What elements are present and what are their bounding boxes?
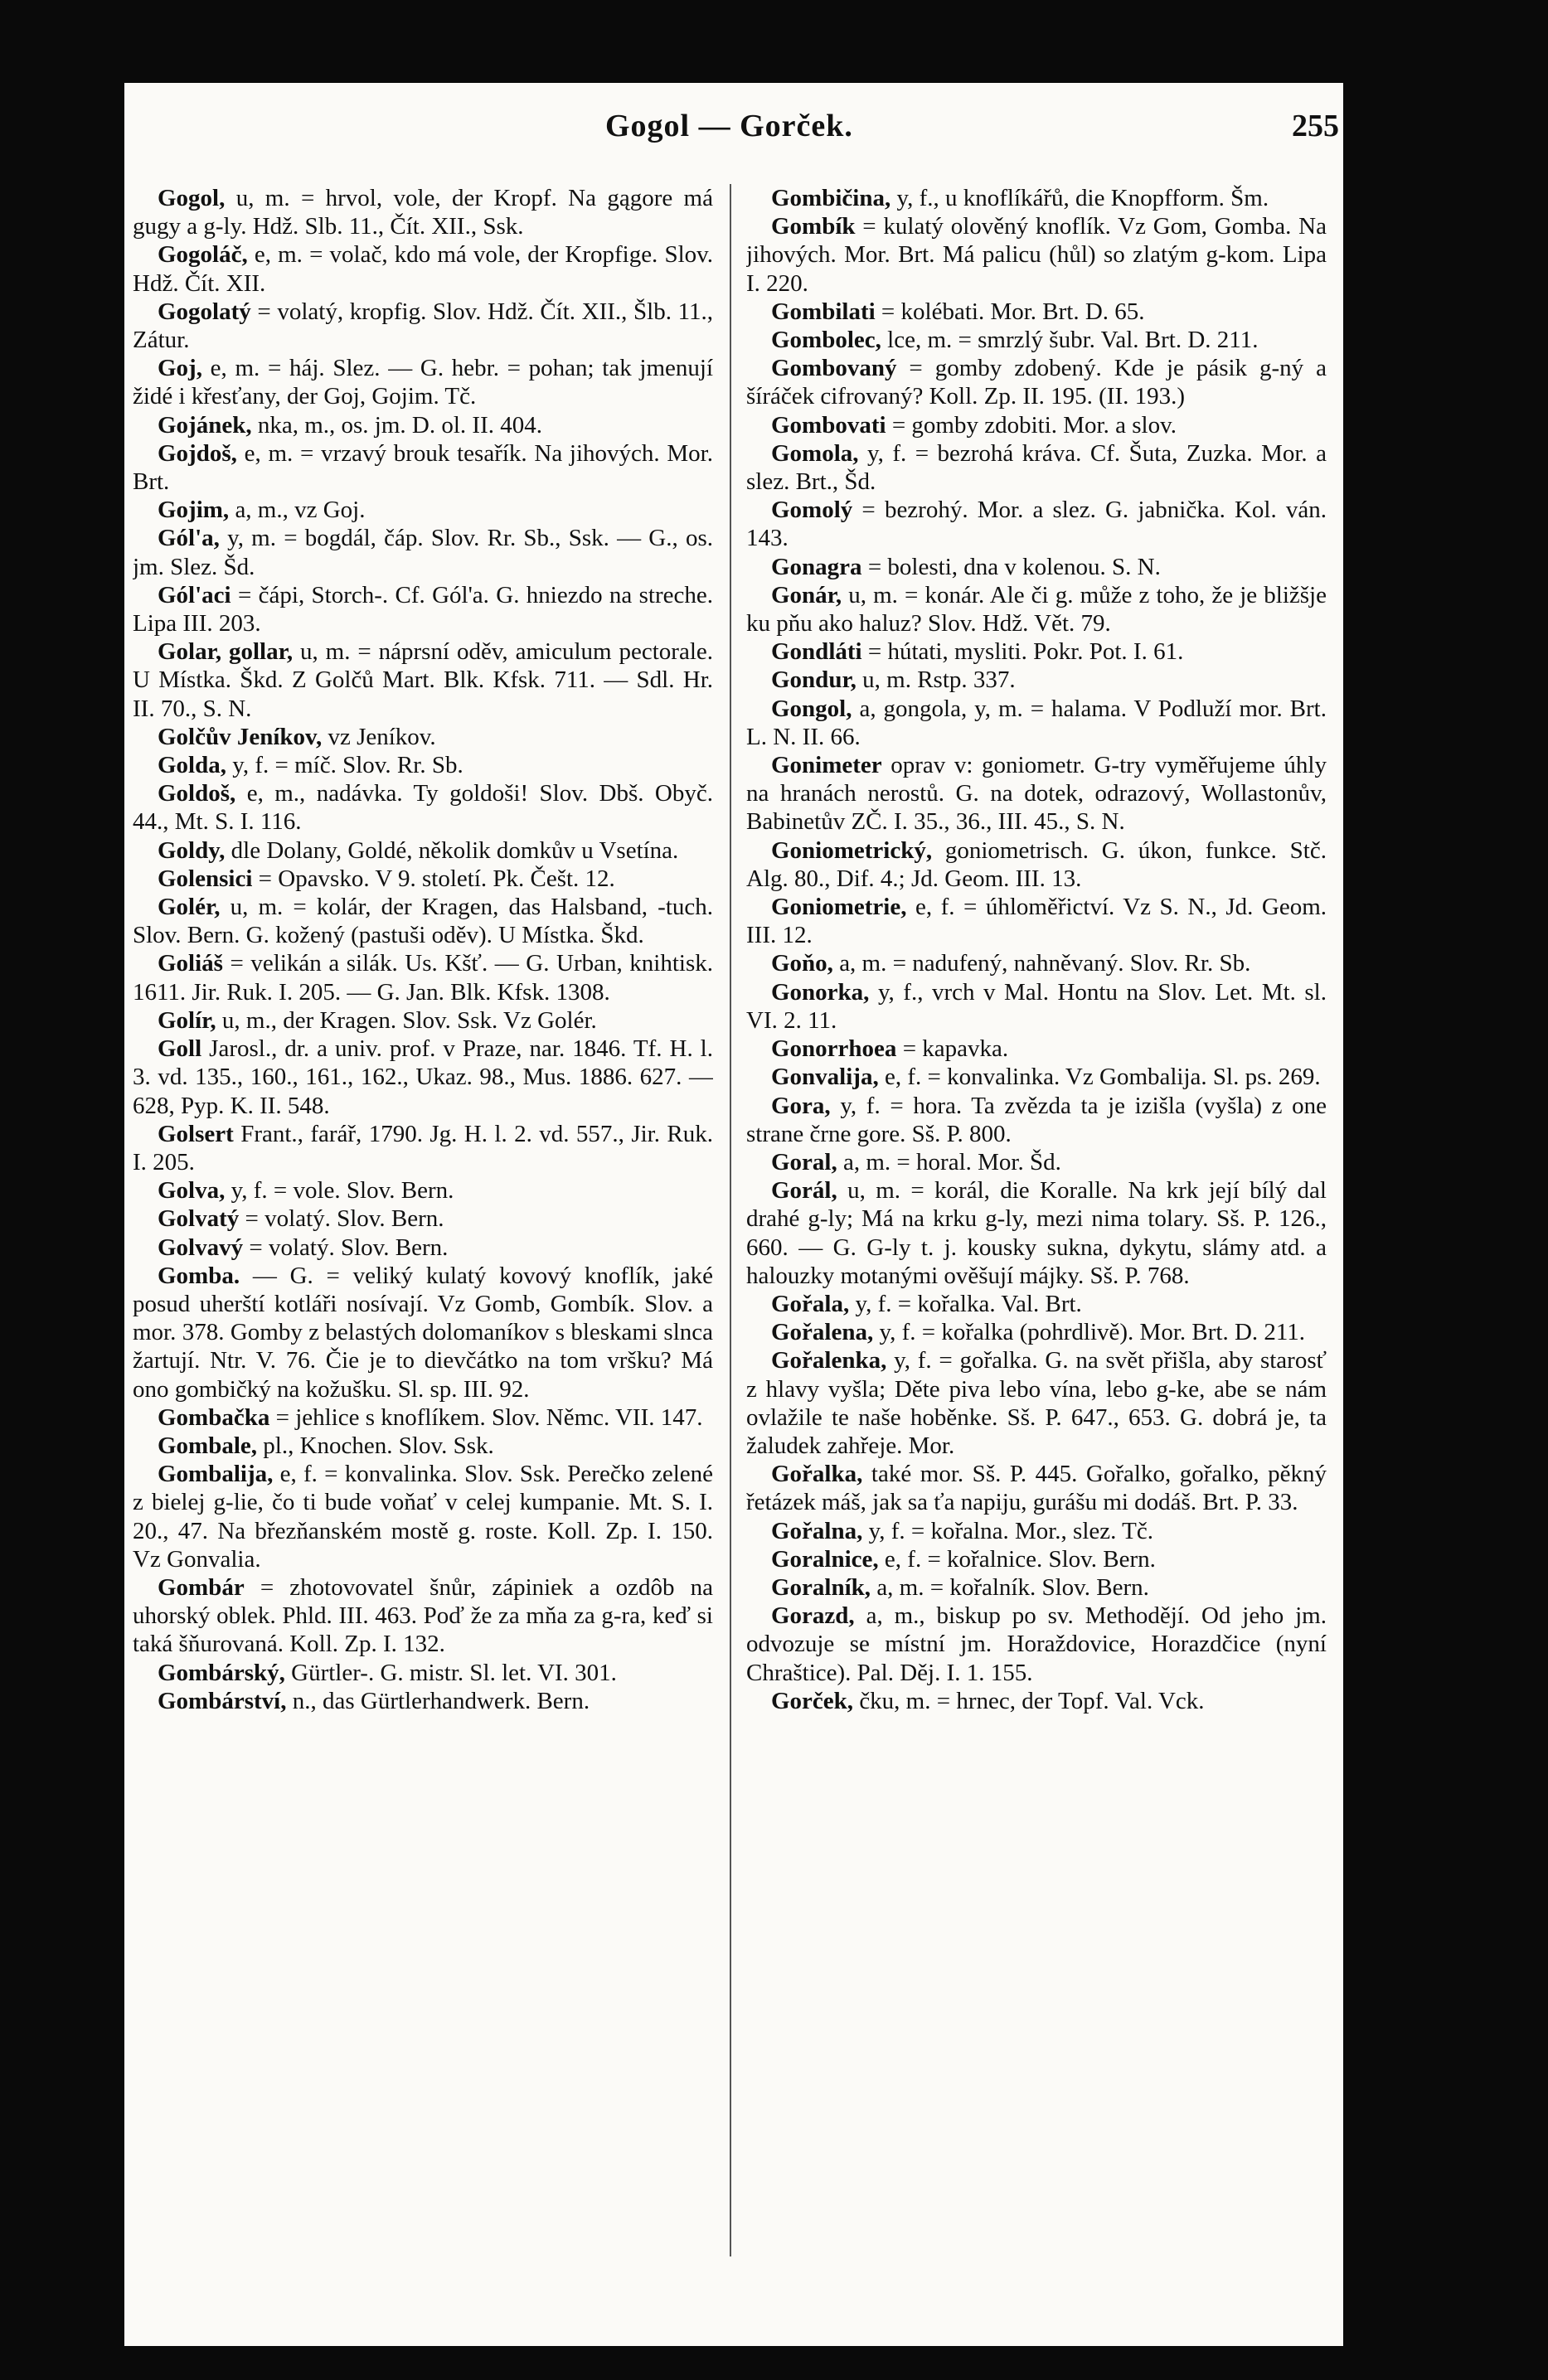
entry-text: vz Jeníkov. [322,723,436,750]
dictionary-entry [746,439,1327,496]
entry-text: y, f. = kořalna. Mor., slez. Tč. [862,1517,1153,1544]
dictionary-entry [746,1092,1327,1148]
dictionary-entry [133,1120,713,1176]
entry-text: Frant., farář, 1790. Jg. H. l. 2. vd. 557., Jir. Ruk. I. 205. [133,1120,713,1175]
entry-text: a, m., vz Goj. [229,497,366,524]
dictionary-entry [746,326,1327,354]
entry-headword: Golvavý [158,1234,244,1261]
entry-headword: Gomba. [158,1262,240,1289]
dictionary-entry [746,496,1327,552]
dictionary-entry [746,1318,1327,1346]
dictionary-entry [133,1035,713,1120]
entry-text: pl., Knochen. Slov. Ssk. [257,1432,494,1459]
entry-text: e, f. = konvalinka. Vz Gombalija. Sl. ps. 269. [878,1064,1321,1091]
entry-headword: Gól'aci [158,581,231,608]
entry-text: y, f., u knoflíkářů, die Knopfform. Šm. [890,185,1269,211]
dictionary-entry [133,1432,713,1460]
entry-headword: Goňo, [771,950,833,977]
dictionary-entry [746,695,1327,751]
dictionary-entry [133,949,713,1006]
entry-headword: Gorazd, [771,1602,855,1630]
entry-text: = bolesti, dna v kolenou. S. N. [861,553,1161,580]
entry-headword: Goll [158,1035,202,1063]
dictionary-entry [746,666,1327,694]
entry-text: čku, m. = hrnec, der Topf. Val. Vck. [853,1687,1205,1714]
entry-text: n., das Gürtlerhandwerk. Bern. [286,1687,590,1714]
dictionary-entry [746,1517,1327,1545]
entry-headword: Gořalka, [771,1461,863,1488]
dictionary-entry [746,1346,1327,1460]
dictionary-entry [746,978,1327,1035]
dictionary-entry [133,496,713,524]
entry-headword: Gogolatý [158,298,251,325]
left-column [133,184,713,2323]
entry-headword: Golar, gollar, [158,638,294,666]
dictionary-entry [133,1460,713,1573]
dictionary-entry [746,411,1327,439]
entry-text: e, m. = volač, kdo má vole, der Kropfige. Slov. Hdž. Čít. XII. [133,241,713,297]
entry-text: u, m. = hrvol, vole, der Kropf. Na gągore má gugy a g-ly. Hdž. Slb. 11., Čít. XII., Ssk. [133,185,713,240]
dictionary-entry [746,751,1327,836]
dictionary-entry [746,1063,1327,1091]
entry-text: = kulatý olověný knoflík. Vz Gom, Gomba. Na jihových. Mor. Brt. Má palicu (hůl) so zlatým g-kom. Lipa I. 220. [746,213,1327,297]
entry-headword: Gombárský, [158,1659,285,1686]
entry-headword: Gonorka, [771,978,870,1006]
entry-text: e, f. = úhloměřictví. Vz S. N., Jd. Geom. III. 12. [746,894,1327,949]
entry-headword: Gombík [771,213,856,240]
dictionary-entry [746,893,1327,949]
dictionary-entry [133,1176,713,1205]
dictionary-entry [133,637,713,723]
entry-text: Gürtler-. G. mistr. Sl. let. VI. 301. [284,1659,617,1686]
entry-headword: Gondláti [771,638,862,666]
entry-headword: Goliáš [158,950,223,977]
entry-text: goniometrisch. G. úkon, funkce. Stč. Alg. 80., Dif. 4.; Jd. Geom. III. 13. [746,836,1327,892]
dictionary-entry [746,553,1327,581]
dictionary-entry [133,581,713,637]
dictionary-entry [133,1573,713,1659]
entry-headword: Golér, [158,894,221,921]
entry-headword: Gombilati [771,298,876,325]
dictionary-entry [746,836,1327,893]
page-number: 255 [1292,109,1339,143]
entry-headword: Gorál, [771,1177,837,1205]
entry-headword: Golvatý [158,1205,240,1233]
entry-headword: Gombačka [158,1403,270,1431]
dictionary-entry [133,1006,713,1035]
entry-text: e, m. = vrzavý brouk tesařík. Na jihových. Mor. Brt. [133,439,713,496]
entry-headword: Gojánek, [158,411,252,439]
entry-text: také mor. Sš. P. 445. Gořalko, gořalko, pěkný řetázek máš, jak sa ťa napiju, gurášu mi dodáš. Brt. P. 33. [746,1461,1327,1516]
entry-headword: Golva, [158,1177,226,1205]
dictionary-entry [133,354,713,410]
entry-text: = velikán a silák. Us. Kšť. — G. Urban, knihtisk. 1611. Jir. Ruk. I. 205. — G. Jan. Blk. Kfsk. 1308. [133,950,713,1006]
entry-text: = kolébati. Mor. Brt. D. 65. [875,298,1145,325]
entry-headword: Gořalenka, [771,1347,887,1374]
dictionary-entry [133,1205,713,1233]
entry-headword: Gól'a, [158,525,220,552]
entry-headword: Gořalna, [771,1517,863,1544]
entry-headword: Golír, [158,1006,216,1034]
column-divider [730,184,731,2256]
entry-text: = Opavsko. V 9. století. Pk. Češt. 12. [252,865,615,892]
dictionary-entry [133,1262,713,1403]
entry-headword: Gonagra [771,553,862,580]
entry-headword: Gojdoš, [158,439,237,467]
dictionary-entry [746,1148,1327,1176]
entry-headword: Goniometrie, [771,894,907,921]
entry-text: u, m., der Kragen. Slov. Ssk. Vz Golér. [216,1006,597,1034]
entry-text: u, m. = kolár, der Kragen, das Halsband, -tuch. Slov. Bern. G. kožený (pastuši oděv). U Místka. Škd. [133,894,713,949]
entry-headword: Gomolý [771,497,853,524]
entry-text: a, m., biskup po sv. Methodějí. Od jeho jm. odvozuje se místní jm. Horaždovice, Horazdčice (nyní Chraštice). Pal. Děj. I. 1. 155. [746,1602,1327,1686]
entry-headword: Gorček, [771,1687,854,1714]
entry-text: lce, m. = smrzlý šubr. Val. Brt. D. 211. [881,327,1259,354]
entry-text: e, f. = konvalinka. Slov. Ssk. Perečko zelené z bielej g-lie, čo ti bude voňať v celej kumpanie. Mt. S. I. 20., 47. Na březňanském mostě g. roste. Koll. Zp. I. 150. Vz Gonvalia. [133,1461,713,1573]
entry-text: y, f. = bezrohá kráva. Cf. Šuta, Zuzka. Mor. a slez. Brt., Šd. [746,439,1327,496]
dictionary-entry [133,779,713,836]
entry-text: y, f. = kořalka (pohrdlivě). Mor. Brt. D. 211. [873,1319,1306,1346]
entry-headword: Gombovaný [771,355,897,382]
dictionary-entry [746,1460,1327,1516]
dictionary-entry [133,1659,713,1687]
entry-headword: Gombárství, [158,1687,287,1714]
dictionary-entry [133,298,713,354]
entry-headword: Gonár, [771,581,842,608]
entry-headword: Golensici [158,865,253,892]
entry-text: u, m. = konár. Ale či g. může z toho, že je bližšje ku pňu ako haluz? Slov. Hdž. Vět. 79. [746,581,1327,637]
entry-text: = kapavka. [896,1035,1009,1063]
dictionary-entry [133,1687,713,1715]
dictionary-entry [746,1687,1327,1715]
entry-headword: Goral, [771,1148,837,1175]
entry-text: a, m. = nadufený, nahněvaný. Slov. Rr. Sb. [832,950,1251,977]
dictionary-entry [133,1403,713,1432]
entry-text: = volatý, kropfig. Slov. Hdž. Čít. XII., Šlb. 11., Zátur. [133,298,713,354]
dictionary-entry [133,1234,713,1262]
running-head: Gogol — Gorček. [605,109,853,143]
dictionary-entry [746,581,1327,637]
entry-text: oprav v: goniometr. G-try vyměřujeme úhly na hranách nerostů. G. na dotek, odrazový, Wollastonův, Babinetův ZČ. I. 35., 36., III. 45., S. N. [746,752,1327,836]
entry-text: y, f., vrch v Mal. Hontu na Slov. Let. Mt. sl. VI. 2. 11. [746,978,1327,1034]
entry-text: = gomby zdobený. Kde je pásik g-ný a šíráček cifrovaný? Koll. Zp. II. 195. (II. 193.) [746,355,1327,410]
entry-text: y, f. = hora. Ta zvězda ta je izišla (vyšla) z one strane črne gore. Sš. P. 800. [746,1092,1327,1147]
entry-text: y, m. = bogdál, čáp. Slov. Rr. Sb., Ssk. — G., os. jm. Slez. Šd. [133,525,713,580]
dictionary-entry [133,184,713,240]
entry-text: u, m. Rstp. 337. [856,666,1016,694]
entry-headword: Gombolec, [771,327,881,354]
entry-headword: Gořalena, [771,1319,874,1346]
entry-text: = zhotovovatel šnůr, zápiniek a ozdôb na uhorský oblek. Phld. III. 463. Poď že za mňa za g-ra, keď si taká šňurovaná. Koll. Zp. I. 132. [133,1573,713,1658]
entry-headword: Gonimeter [771,752,882,779]
entry-headword: Gonvalija, [771,1064,879,1091]
entry-text: Jarosl., dr. a univ. prof. v Praze, nar. 1846. Tf. H. l. 3. vd. 135., 160., 161., 162., Ukaz. 98., Mus. 1886. 627. — 628, Pyp. K. II. 548. [133,1035,713,1119]
entry-text: = jehlice s knoflíkem. Slov. Němc. VII. 147. [269,1403,703,1431]
entry-text: a, gongola, y, m. = halama. V Podluží mor. Brt. L. N. II. 66. [746,695,1327,750]
dictionary-entry [746,949,1327,977]
entry-headword: Golsert [158,1120,234,1147]
entry-headword: Gonorrhoea [771,1035,897,1063]
dictionary-entry [746,1176,1327,1290]
entry-text: = čápi, Storch-. Cf. Gól'a. G. hniezdo na streche. Lipa III. 203. [133,581,713,637]
entry-text: e, m., nadávka. Ty goldoši! Slov. Dbš. Obyč. 44., Mt. S. I. 116. [133,780,713,836]
entry-text: = bezrohý. Mor. a slez. G. jabnička. Kol. ván. 143. [746,497,1327,552]
dictionary-entry [746,1545,1327,1573]
entry-headword: Gogol, [158,185,226,211]
entry-text: e, f. = kořalnice. Slov. Bern. [878,1545,1156,1573]
entry-headword: Gongol, [771,695,852,722]
dictionary-entry [746,1035,1327,1063]
dictionary-entry [746,354,1327,410]
dictionary-entry [133,836,713,865]
entry-headword: Gora, [771,1092,831,1119]
entry-headword: Goj, [158,355,202,382]
entry-text: — G. = veliký kulatý kovový knoflík, jaké posud uherští kotláři nosívají. Vz Gomb, Gombík. Slov. a mor. 378. Gomby z belastých dolomaníkov s bleskami slnca žartují. Ntr. V. 76. Čie je to dievčátko na tom vršku? Má ono gombičký na kožušku. Sl. sp. III. 92. [133,1262,713,1403]
entry-headword: Gombale, [158,1432,258,1459]
entry-text: y, f. = míč. Slov. Rr. Sb. [226,752,463,779]
dictionary-entry [133,524,713,580]
dictionary-entry [746,184,1327,212]
dictionary-entry [133,411,713,439]
dictionary-entry [133,865,713,893]
entry-text: = gomby zdobiti. Mor. a slov. [886,411,1177,439]
entry-headword: Goralník, [771,1573,871,1601]
entry-headword: Goldoš, [158,780,236,807]
dictionary-entry [133,893,713,949]
entry-headword: Goniometrický, [771,836,933,864]
dictionary-entry [746,1573,1327,1602]
entry-text: = volatý. Slov. Bern. [239,1205,444,1233]
entry-headword: Golčův Jeníkov, [158,723,323,750]
entry-headword: Gogoláč, [158,241,248,269]
entry-headword: Gondur, [771,666,856,694]
entry-text: y, f. = gořalka. G. na svět přišla, aby starosť z hlavy vyšla; Děte piva lebo vína, lebo g-ke, abe se nám ovlažile te naše hoběnke. Sš. P. 647., 653. G. dobrá je, ta žaludek zahřeje. Mor. [746,1347,1327,1459]
dictionary-entry [133,723,713,751]
entry-headword: Gombičina, [771,185,891,211]
dictionary-entry [746,637,1327,666]
entry-text: y, f. = kořalka. Val. Brt. [849,1290,1082,1317]
dictionary-entry [746,1290,1327,1318]
entry-headword: Golda, [158,752,226,779]
entry-text: = hútati, mysliti. Pokr. Pot. I. 61. [861,638,1184,666]
entry-text: y, f. = vole. Slov. Bern. [225,1177,454,1205]
entry-headword: Gojim, [158,497,230,524]
entry-text: a, m. = kořalník. Slov. Bern. [871,1573,1149,1601]
entry-text: nka, m., os. jm. D. ol. II. 404. [251,411,542,439]
entry-text: = volatý. Slov. Bern. [243,1234,449,1261]
entry-headword: Gombalija, [158,1461,274,1488]
dictionary-entry [746,1602,1327,1687]
dictionary-entry [133,240,713,297]
entry-text: dle Dolany, Goldé, několik domkův u Vsetína. [225,836,679,864]
entry-headword: Gomola, [771,439,859,467]
entry-headword: Goralnice, [771,1545,879,1573]
entry-text: u, m. = náprsní oděv, amiculum pectorale. U Místka. Škd. Z Golčů Mart. Blk. Kfsk. 711. — Sdl. Hr. II. 70., S. N. [133,638,713,722]
entry-headword: Gombovati [771,411,886,439]
dictionary-entry [133,439,713,496]
entry-text: u, m. = korál, die Koralle. Na krk její bílý dal drahé g-ly; Má na krku g-ly, mezi nima tolary. Sš. P. 126., 660. — G. G-ly t. j. kousky sukna, dykytu, slámy atd. a halouzky motanými ověšují májky. Sš. P. 768. [746,1177,1327,1289]
dictionary-entry [133,751,713,779]
entry-text: e, m. = háj. Slez. — G. hebr. = pohan; tak jmenují židé i křesťany, der Goj, Gojim. Tč. [133,355,713,410]
entry-headword: Gořala, [771,1290,850,1317]
right-column [746,184,1327,2323]
dictionary-entry [746,298,1327,326]
dictionary-entry [746,212,1327,298]
page-header [124,108,1343,158]
entry-text: a, m. = horal. Mor. Šd. [837,1148,1061,1175]
entry-headword: Gombár [158,1573,245,1601]
entry-headword: Goldy, [158,836,226,864]
